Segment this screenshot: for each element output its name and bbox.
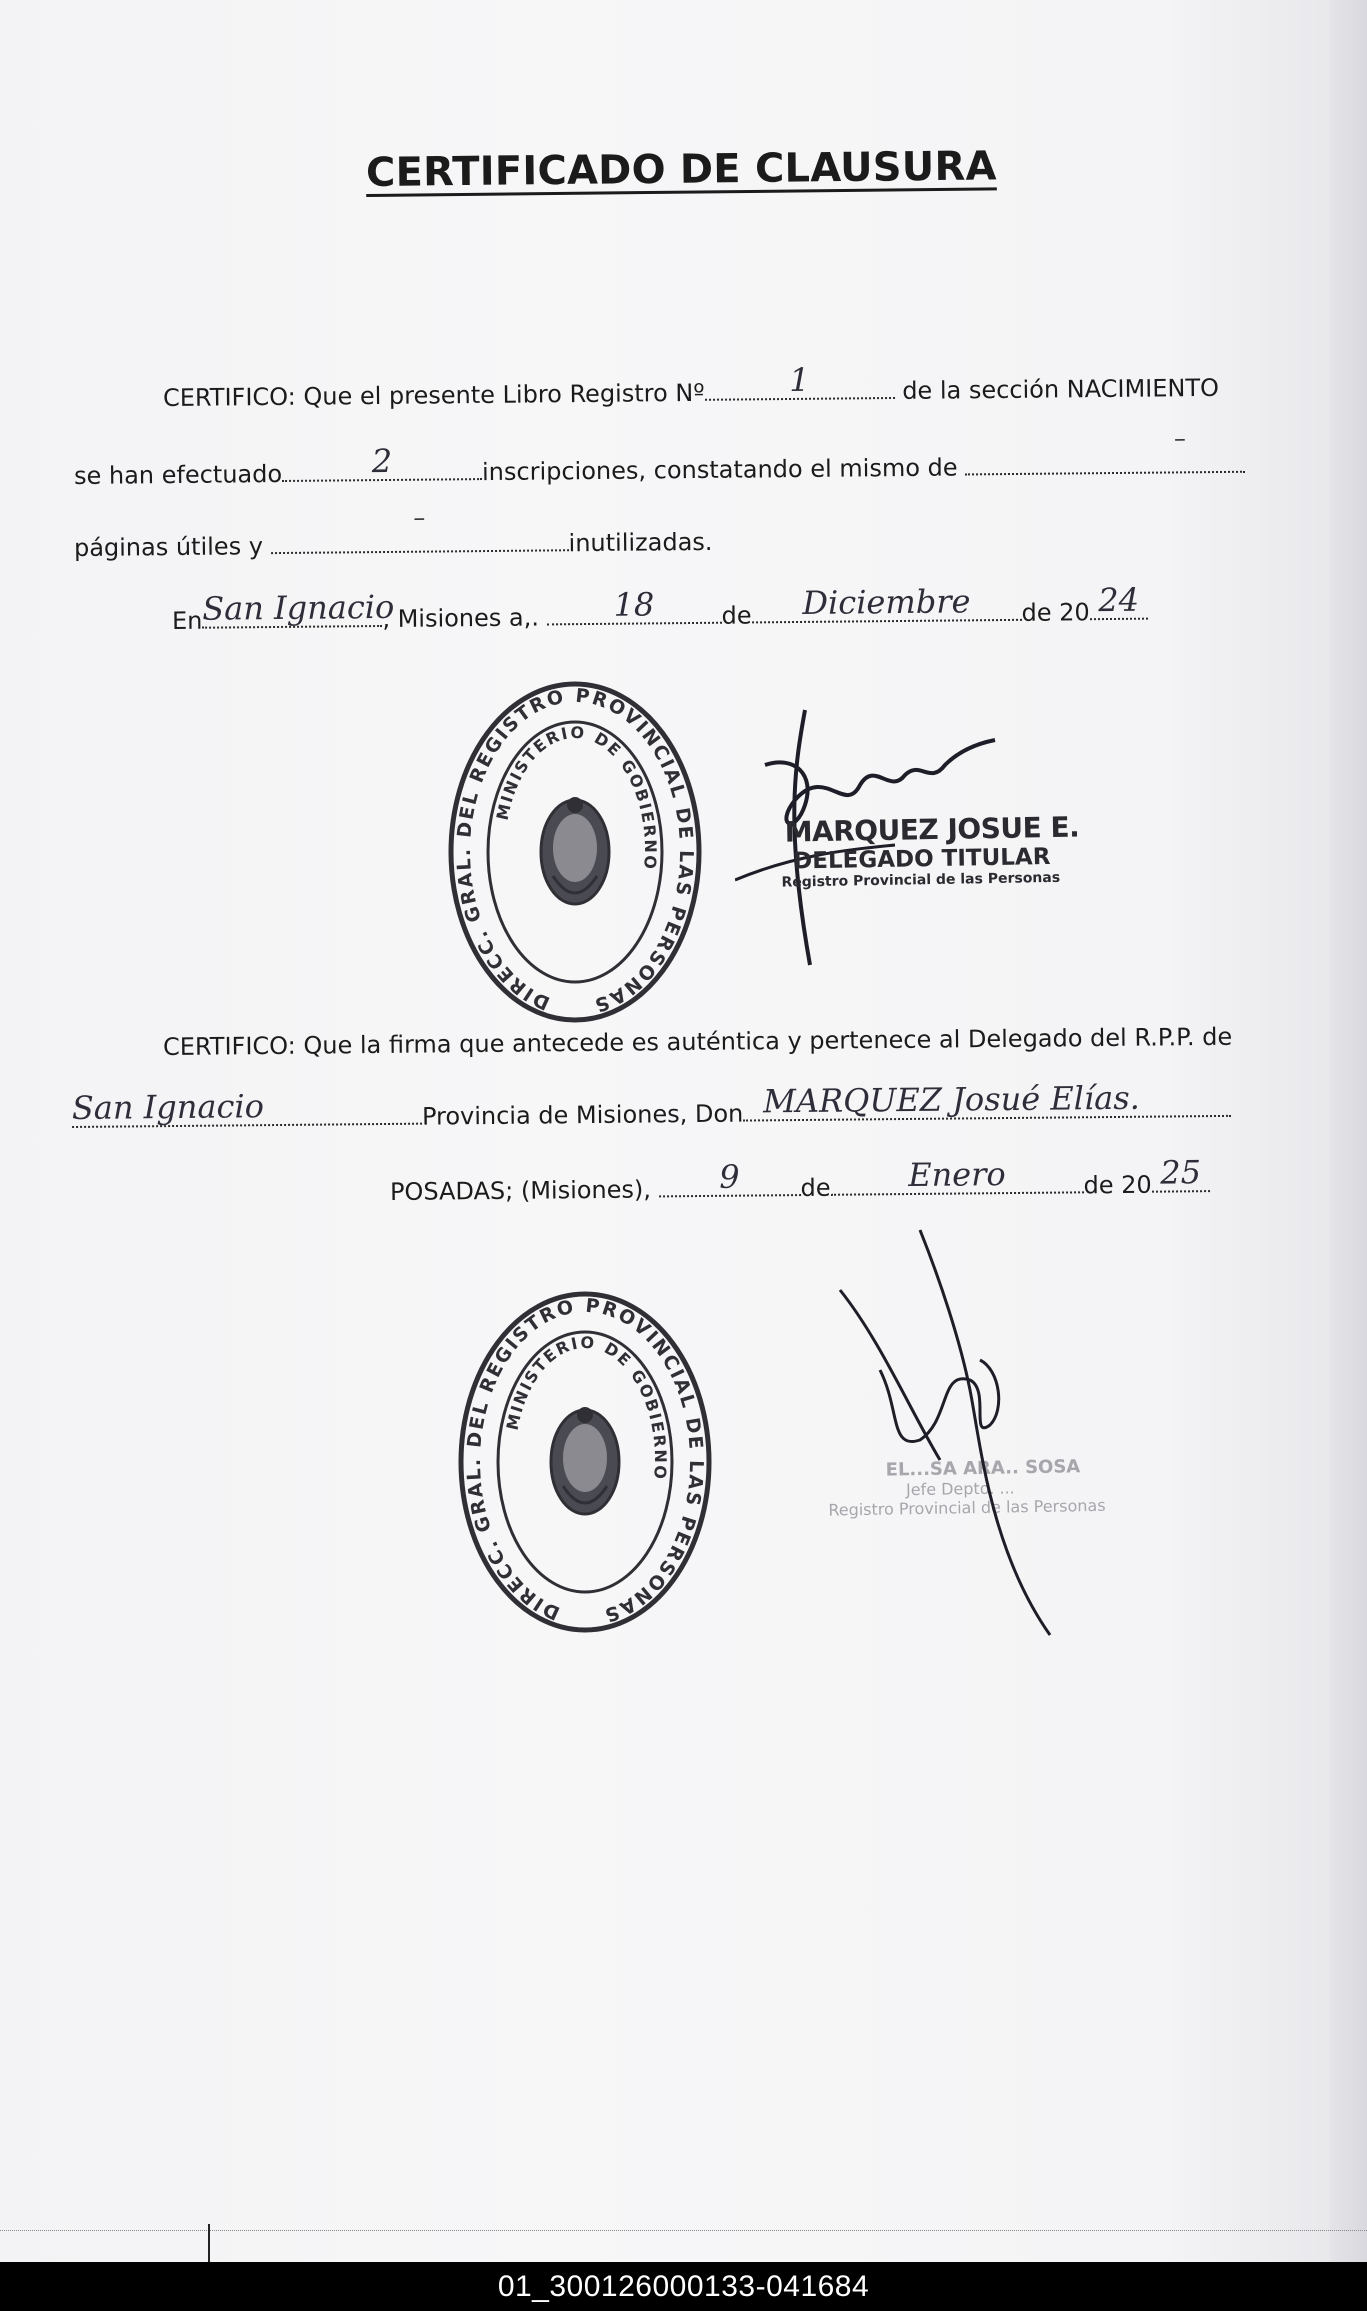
document-code-bar	[0, 2262, 1367, 2311]
coat-of-arms-icon	[541, 797, 609, 904]
month-field-2	[830, 1155, 1083, 1195]
seal-ring-text: DIRECC. GRAL. DEL REGISTRO PROVINCIAL DE LAS PERSONAS	[452, 684, 698, 1017]
seal-ring-text-2: DIRECC. GRAL. DEL REGISTRO PROVINCIAL DE LAS PERSONAS	[462, 1294, 708, 1627]
cert1-line-3	[73, 503, 713, 563]
cert2-text: CERTIFICO: Que la firma que antecede es auténtica y pertenece al Delegado del R.P.P. de	[162, 1022, 1233, 1061]
place-field-2	[71, 1087, 422, 1128]
document-code: 01_300126000133-041684	[497, 2270, 870, 2303]
place-handwritten: San Ignacio	[202, 587, 395, 628]
document-title: CERTIFICADO DE CLAUSURA	[365, 143, 997, 196]
seal-graphic-2	[458, 1290, 713, 1635]
seal-inner-text-2: MINISTERIO DE GOBIERNO	[502, 1332, 671, 1482]
day-field	[546, 585, 721, 626]
place-handwritten-2: San Ignacio	[71, 1087, 265, 1127]
month-field	[751, 582, 1021, 624]
footer-tick	[208, 2224, 210, 2262]
cert1-text: de la sección NACIMIENTO	[902, 373, 1220, 405]
stamp-name: MARQUEZ JOSUE E.	[784, 810, 1080, 849]
stamp-role: DELEGADO TITULAR	[792, 843, 1051, 875]
cert1-text: inscripciones, constatando el mismo de	[481, 453, 958, 487]
inscriptions-handwritten: 2	[371, 441, 393, 481]
cert1-text: de	[721, 601, 752, 630]
unused-pages-field	[270, 503, 568, 554]
cert2-text: de 20	[1083, 1170, 1152, 1200]
pages-field	[965, 424, 1245, 476]
unused-pages-dash: –	[413, 503, 426, 532]
stamp-office: Registro Provincial de las Personas	[781, 869, 1061, 891]
inscriptions-field	[282, 441, 482, 482]
footer-divider	[0, 2230, 1367, 2232]
cert1-text: CERTIFICO: Que el presente Libro Registro Nº	[162, 378, 705, 412]
cert2-text: Provincia de Misiones, Don	[421, 1099, 744, 1131]
cert1-text: de 20	[1021, 598, 1090, 627]
cert1-text: se han efectuado	[73, 460, 283, 490]
year-handwritten-2: 25	[1160, 1153, 1202, 1192]
day-handwritten-2: 9	[719, 1157, 740, 1196]
month-handwritten: Diciembre	[802, 582, 971, 622]
year-field-2	[1152, 1153, 1210, 1193]
signature-block-1	[735, 705, 1080, 979]
book-number-handwritten: 1	[789, 360, 810, 399]
month-handwritten-2: Enero	[908, 1155, 1006, 1195]
seal-inner-text: MINISTERIO DE GOBIERNO	[492, 722, 661, 872]
year-field	[1090, 580, 1148, 621]
day-handwritten: 18	[613, 585, 655, 624]
cert1-text: En	[171, 606, 203, 635]
stamp-role-2: Jefe Depto. ...	[905, 1478, 1015, 1500]
cert2-text: de	[800, 1173, 831, 1203]
book-number-field	[704, 360, 894, 401]
cert1-text: inutilizadas.	[568, 527, 713, 558]
place-field	[202, 587, 395, 629]
handwritten-signature-2	[820, 1220, 1100, 1640]
page-edge-shadow	[1330, 0, 1367, 2262]
name-field	[743, 1078, 1231, 1122]
year-handwritten: 24	[1098, 580, 1140, 620]
stamp-name-2: EL...SA ARA.. SOSA	[885, 1456, 1081, 1481]
coat-of-arms-icon-2	[551, 1407, 619, 1514]
seal-graphic	[448, 680, 703, 1025]
official-seal-2	[458, 1290, 713, 1639]
cert1-text: , Misiones a,.	[382, 603, 540, 633]
rubber-stamp-1	[781, 810, 1085, 891]
day-field-2	[658, 1157, 800, 1197]
stamp-office-2: Registro Provincial de las Personas	[828, 1495, 1106, 1520]
official-seal-1	[448, 680, 703, 1029]
pages-dash: –	[1173, 424, 1187, 453]
name-handwritten: MARQUEZ Josué Elías.	[763, 1078, 1141, 1121]
cert1-text: páginas útiles y	[73, 532, 264, 562]
cert2-text: POSADAS; (Misiones),	[389, 1175, 652, 1206]
